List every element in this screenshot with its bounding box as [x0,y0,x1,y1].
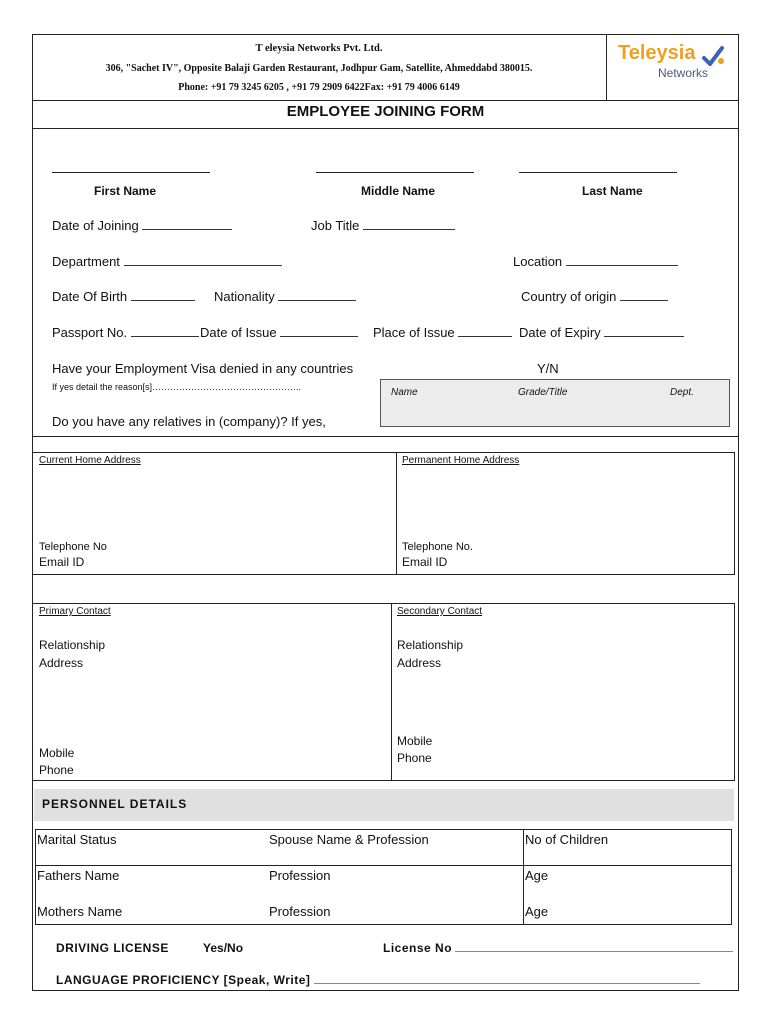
visa-yn[interactable]: Y/N [537,361,559,376]
secondary-contact-label: Secondary Contact [397,606,483,617]
nationality-label: Nationality [214,289,275,304]
mothers-name-label[interactable]: Mothers Name [37,904,123,919]
relatives-dept-header: Dept. [670,387,694,398]
department-input[interactable] [124,265,282,266]
mother-profession-label[interactable]: Profession [269,904,331,919]
primary-phone-label: Phone [39,763,74,777]
spouse-label[interactable]: Spouse Name & Profession [269,832,429,847]
secondary-relationship-label: Relationship [397,638,464,652]
permanent-telephone-label: Telephone No. [402,541,473,553]
license-no-input[interactable] [455,951,733,952]
relatives-grade-header: Grade/Title [518,387,568,398]
permanent-address-label: Permanent Home Address [402,455,520,466]
location-field [513,254,678,269]
visa-reason[interactable]: If yes detail the reason[s]………………………………………….. [52,382,302,392]
country-of-origin-input[interactable] [620,300,668,301]
department-label: Department [52,254,120,269]
address-divider [396,452,397,575]
form-title: EMPLOYEE JOINING FORM [286,103,485,120]
personnel-heading-bar [34,789,734,821]
date-of-joining-label: Date of Joining [52,218,139,233]
relatives-table[interactable] [380,379,730,427]
date-of-issue-field [200,325,358,340]
date-of-birth-label: Date Of Birth [52,289,128,304]
date-of-birth-field [52,289,195,304]
date-of-expiry-input[interactable] [604,336,684,337]
address-section [32,452,735,575]
father-profession-label[interactable]: Profession [269,868,331,883]
first-name-line[interactable] [52,172,210,173]
language-field [56,973,700,987]
date-of-issue-label: Date of Issue [200,325,277,340]
job-title-input[interactable] [363,229,455,230]
logo-word: Teleysia [618,42,696,64]
place-of-issue-input[interactable] [458,336,512,337]
driving-license-label: DRIVING LICENSE [56,941,169,955]
primary-address-label: Address [39,656,84,670]
language-label: LANGUAGE PROFICIENCY [Speak, Write] [56,973,311,987]
department-field [52,254,282,269]
passport-no-field [52,325,199,340]
secondary-phone-label: Phone [397,751,432,765]
nationality-input[interactable] [278,300,356,301]
visa-question: Have your Employment Visa denied in any countries [52,361,354,376]
current-address-label: Current Home Address [39,455,141,466]
current-email-label: Email ID [39,555,85,569]
first-name-label: First Name [94,184,157,198]
relatives-question: Do you have any relatives in (company)? If yes, [52,414,326,429]
middle-name-line[interactable] [316,172,474,173]
date-of-issue-input[interactable] [280,336,358,337]
relatives-name-header: Name [391,387,418,398]
date-of-birth-input[interactable] [131,300,195,301]
marital-status-label[interactable]: Marital Status [37,832,117,847]
company-address: 306, "Sachet IV", Opposite Balaji Garden Restaurant, Jodhpur Gam, Satellite, Ahmeddabd 380015. [105,63,533,74]
personnel-col-divider [523,829,524,925]
nationality-field [214,289,356,304]
primary-mobile-label: Mobile [39,746,75,760]
company-name: T eleysia Networks Pvt. Ltd. [255,43,383,54]
place-of-issue-field [373,325,512,340]
mother-age-label[interactable]: Age [525,904,549,919]
secondary-mobile-label: Mobile [397,734,433,748]
children-label[interactable]: No of Children [525,832,609,847]
primary-contact-label: Primary Contact [39,606,111,617]
contact-section [32,603,735,781]
location-label: Location [513,254,563,269]
company-phone-fax: Phone: +91 79 3245 6205 , +91 79 2909 6422Fax: +91 79 4006 6149 [178,82,460,93]
language-input[interactable] [314,983,700,984]
country-of-origin-label: Country of origin [521,289,617,304]
personnel-heading: PERSONNEL DETAILS [42,797,188,811]
job-title-label: Job Title [311,218,360,233]
location-input[interactable] [566,265,678,266]
company-logo [612,42,732,92]
country-of-origin-field [521,289,668,304]
current-telephone-label: Telephone No [39,541,107,553]
date-of-joining-input[interactable] [142,229,232,230]
license-no-label: License No [383,941,453,955]
fathers-name-label[interactable]: Fathers Name [37,868,120,883]
primary-relationship-label: Relationship [39,638,106,652]
contact-divider [391,603,392,781]
letterhead-divider [606,34,607,101]
secondary-address-label: Address [397,656,442,670]
date-of-expiry-field [519,325,684,340]
last-name-label: Last Name [582,184,643,198]
personnel-row-divider [35,865,732,866]
date-of-joining-field [52,218,232,233]
logo-subtitle: Networks [658,66,709,80]
job-title-field [311,218,455,233]
permanent-email-label: Email ID [402,555,448,569]
last-name-line[interactable] [519,172,677,173]
place-of-issue-label: Place of Issue [373,325,455,340]
passport-no-label: Passport No. [52,325,128,340]
date-of-expiry-label: Date of Expiry [519,325,601,340]
middle-name-label: Middle Name [361,184,436,198]
license-no-field [383,941,733,955]
father-age-label[interactable]: Age [525,868,549,883]
passport-no-input[interactable] [131,336,199,337]
driving-yesno[interactable]: Yes/No [203,941,244,955]
